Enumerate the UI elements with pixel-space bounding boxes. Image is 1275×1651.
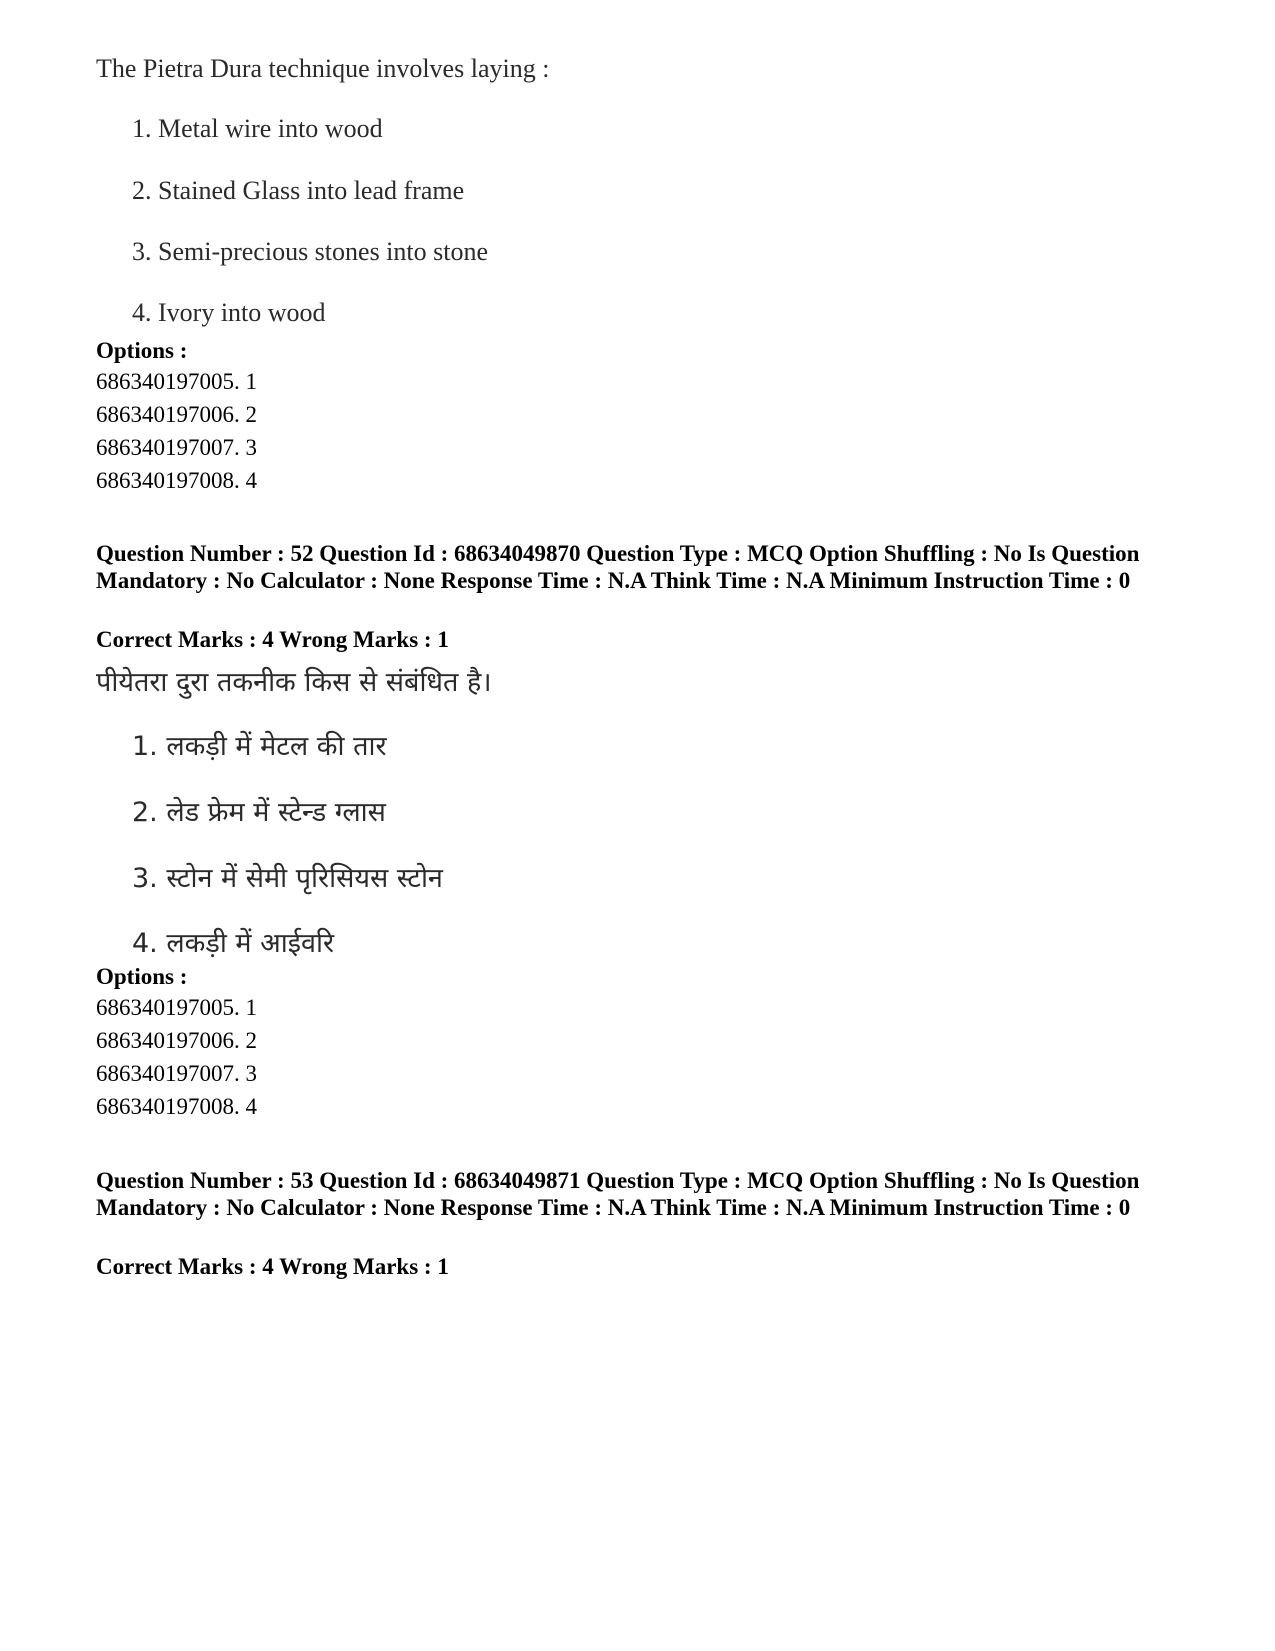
question-item: 2. Stained Glass into lead frame bbox=[132, 176, 465, 205]
question-item: 1. Metal wire into wood bbox=[132, 114, 383, 143]
question-marks: Correct Marks : 4 Wrong Marks : 1 bbox=[96, 627, 449, 652]
question-item: 2. लेड फ्रेम में स्टेन्ड ग्लास bbox=[132, 797, 386, 828]
question-item: 4. Ivory into wood bbox=[132, 298, 326, 327]
question-item: 3. स्टोन में सेमी पृरिसियस स्टोन bbox=[132, 863, 443, 894]
question-meta: Question Number : 53 Question Id : 68634049871 Question Type : MCQ Option Shuffling : No Is Question Mandatory : No Calculator : None Response Time : N.A Think Time : N.A Minimum Instruction Time : 0 bbox=[96, 1168, 1140, 1220]
question-item: 3. Semi-precious stones into stone bbox=[132, 237, 489, 266]
options-list bbox=[96, 991, 257, 1123]
question-meta: Question Number : 52 Question Id : 68634049870 Question Type : MCQ Option Shuffling : No Is Question Mandatory : No Calculator : None Response Time : N.A Think Time : N.A Minimum Instruction Time : 0 bbox=[96, 541, 1140, 593]
option-item: 686340197005. 1 bbox=[96, 369, 257, 394]
options-label: Options : bbox=[96, 338, 188, 363]
options-list bbox=[96, 365, 257, 497]
option-item: 686340197006. 2 bbox=[96, 402, 257, 427]
option-item: 686340197007. 3 bbox=[96, 1061, 257, 1086]
option-item: 686340197005. 1 bbox=[96, 995, 257, 1020]
question-item: 4. लकड़ी में आईवरि bbox=[132, 928, 335, 959]
question-item: 1. लकड़ी में मेटल की तार bbox=[132, 731, 387, 762]
option-item: 686340197008. 4 bbox=[96, 468, 257, 493]
question-marks: Correct Marks : 4 Wrong Marks : 1 bbox=[96, 1254, 449, 1279]
option-item: 686340197007. 3 bbox=[96, 435, 257, 460]
options-label: Options : bbox=[96, 964, 188, 989]
question-stem: पीयेतरा दुरा तकनीक किस से संबंधित है। bbox=[96, 667, 492, 698]
option-item: 686340197006. 2 bbox=[96, 1028, 257, 1053]
question-stem: The Pietra Dura technique involves laying : bbox=[96, 54, 550, 83]
option-item: 686340197008. 4 bbox=[96, 1094, 257, 1119]
